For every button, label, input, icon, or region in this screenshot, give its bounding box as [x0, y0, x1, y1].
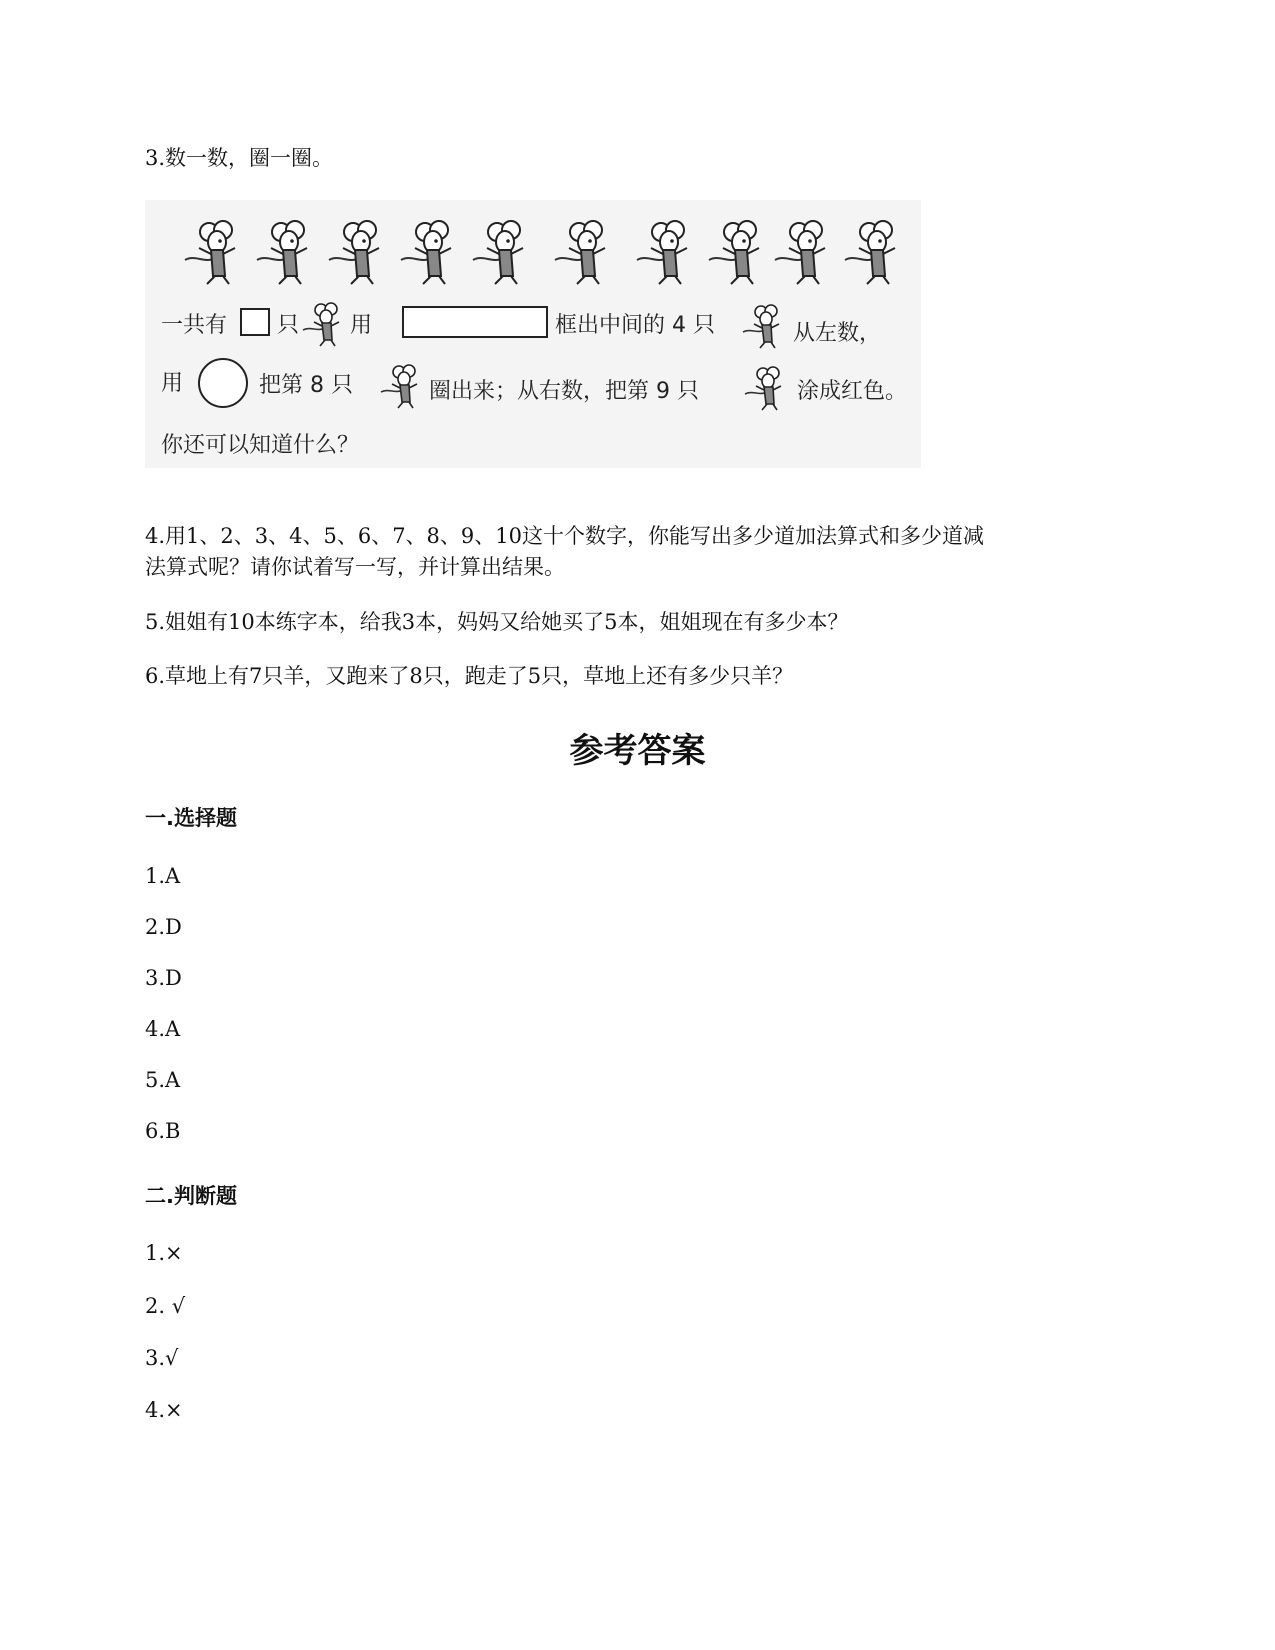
answer-item: 3.√: [145, 1346, 179, 1370]
mouse-2: [257, 221, 307, 284]
question-4-line-1: 4.用1、2、3、4、5、6、7、8、9、10这十个数字，你能写出多少道加法算式和多少道减: [145, 524, 985, 548]
question-5: 5.姐姐有10本练字本，给我3本，妈妈又给她买了5本，姐姐现在有多少本？: [145, 610, 849, 634]
mouse-icon-small: [745, 367, 781, 410]
answer-item: 5.A: [145, 1068, 181, 1092]
figure-row1-text-e: 从左数，: [793, 321, 882, 346]
figure-row2-text-b: 把第 8 只: [259, 373, 353, 398]
answer-item: 4.A: [145, 1017, 181, 1041]
answer-item: 2.D: [145, 915, 182, 939]
question-4-line-2: 法算式呢？请你试着写一写，并计算出结果。: [145, 555, 565, 579]
mouse-icon-small: [743, 305, 779, 348]
figure-row3-text: 你还可以知道什么？: [161, 433, 360, 458]
answers-heading: 参考答案: [569, 731, 706, 771]
mouse-icon-small: [303, 303, 339, 346]
mouse-8: [709, 221, 759, 284]
figure-row1-text-c: 用: [350, 313, 373, 338]
answer-item: 1.×: [145, 1241, 183, 1265]
figure-row2-text-a: 用: [161, 371, 184, 396]
figure-row2-text-c: 圈出来；从右数，把第 9 只: [429, 379, 699, 404]
answer-item: 2. √: [145, 1294, 186, 1318]
mouse-1: [185, 221, 235, 284]
mouse-6: [555, 221, 605, 284]
frame-rectangle: [403, 307, 547, 337]
figure-row2-text-d: 涂成红色。: [797, 379, 908, 404]
mouse-7: [637, 221, 687, 284]
figure-row1-text-d: 框出中间的 4 只: [555, 313, 715, 338]
answer-item: 4.×: [145, 1398, 183, 1422]
question-3-title: 3.数一数，圈一圈。: [145, 146, 334, 170]
figure-row1-text-a: 一共有: [161, 313, 228, 338]
figure-row1-text-b: 只: [277, 313, 300, 338]
count-answer-box: [241, 309, 269, 335]
circle-shape: [199, 359, 247, 407]
question-6: 6.草地上有7只羊，又跑来了8只，跑走了5只，草地上还有多少只羊？: [145, 664, 794, 688]
answer-item: 6.B: [145, 1119, 181, 1143]
mouse-10: [845, 221, 895, 284]
section-judgement-title: 二.判断题: [145, 1184, 237, 1208]
mouse-4: [401, 221, 451, 284]
section-choice-title: 一.选择题: [145, 806, 237, 830]
mice-illustration: [145, 200, 921, 468]
mice-counting-figure: [145, 200, 921, 468]
mouse-5: [473, 221, 523, 284]
mouse-3: [329, 221, 379, 284]
answer-item: 3.D: [145, 966, 182, 990]
answer-item: 1.A: [145, 864, 181, 888]
mouse-9: [775, 221, 825, 284]
mouse-icon-small: [381, 365, 417, 408]
